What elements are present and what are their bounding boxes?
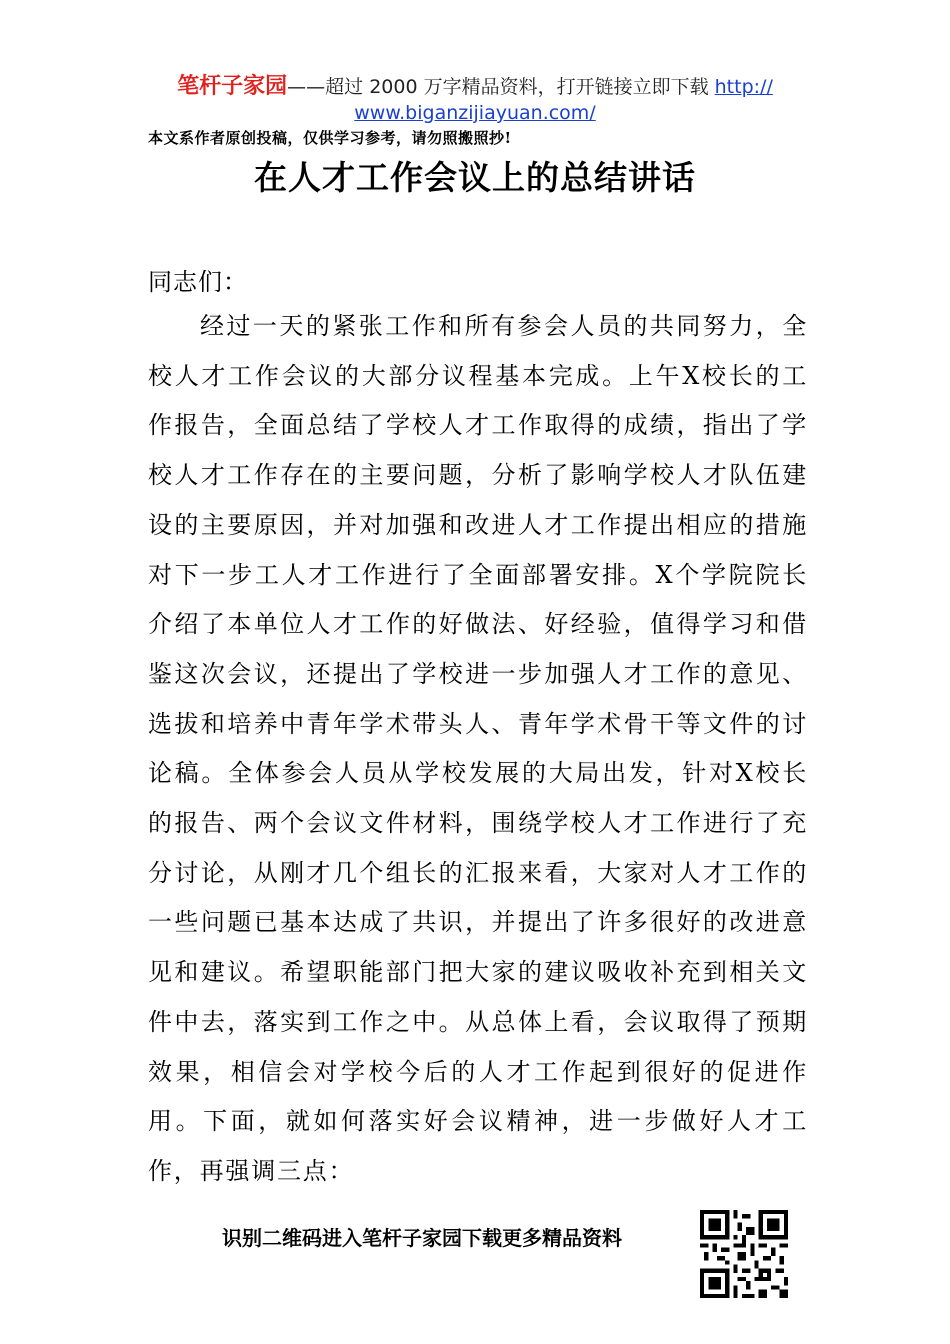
page-header [0, 74, 950, 126]
qr-code-icon [700, 1210, 788, 1298]
header-line-1 [0, 74, 950, 100]
header-line-2 [0, 100, 950, 126]
download-link-part1[interactable]: http:// [714, 76, 773, 98]
salutation: 同志们： [148, 268, 248, 296]
download-link-part2[interactable]: www.biganzijiayuan.com/ [354, 102, 596, 124]
header-promo-text: ——超过 2000 万字精品资料，打开链接立即下载 [287, 76, 715, 98]
brand-name: 笔杆子家园 [177, 74, 288, 99]
body-paragraph: 经过一天的紧张工作和所有参会人员的共同努力，全校人才工作会议的大部分议程基本完成。上午X校长的工作报告，全面总结了学校人才工作取得的成绩，指出了学校人才工作存在的主要问题，分析了影响学校人才队伍建设的主要原因，并对加强和改进人才工作提出相应的措施对下一步工人才工作进行了全面部署安排。X个学院院长介绍了本单位人才工作的好做法、好经验，值得学习和借鉴这次会议，还提出了学校进一步加强人才工作的意见、选拔和培养中青年学术带头人、青年学术骨干等文件的讨论稿。全体参会人员从学校发展的大局出发，针对X校长的报告、两个会议文件材料，围绕学校人才工作进行了充分讨论，从刚才几个组长的汇报来看，大家对人才工作的一些问题已基本达成了共识，并提出了许多很好的改进意见和建议。希望职能部门把大家的建议吸收补充到相关文件中去，落实到工作之中。从总体上看，会议取得了预期效果，相信会对学校今后的人才工作起到很好的促进作用。下面，就如何落实好会议精神，进一步做好人才工作，再强调三点： [148, 312, 808, 1185]
qr-caption: 识别二维码进入笔杆子家园下载更多精品资料 [222, 1226, 622, 1250]
copyright-notice: 本文系作者原创投稿，仅供学习参考，请勿照搬照抄! [148, 129, 512, 147]
document-title: 在人才工作会议上的总结讲话 [254, 158, 696, 197]
